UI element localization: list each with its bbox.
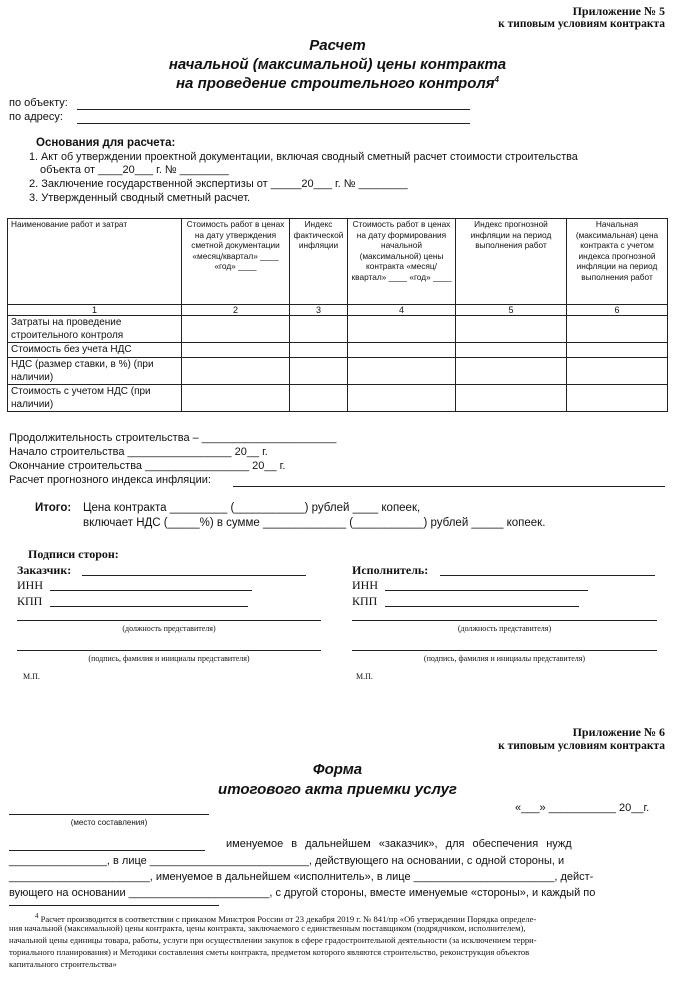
customer-position-line — [17, 620, 321, 621]
duration-line: Продолжительность строительства – ______________________ — [9, 432, 337, 444]
appendix5-header-2: к типовым условиям контракта — [498, 18, 665, 30]
contractor-position-line — [352, 620, 657, 621]
customer-inn-label: ИНН — [17, 578, 43, 592]
appendix6-header-2: к типовым условиям контракта — [498, 740, 665, 752]
appendix5-header-1: Приложение № 5 — [572, 4, 665, 18]
customer-line — [82, 575, 306, 576]
forecast-index-label: Расчет прогнозного индекса инфляции: — [9, 474, 211, 486]
customer-signature-line — [17, 650, 321, 651]
contractor-signature-line — [352, 650, 657, 651]
header-cell-2: Стоимость работ в ценах на дату утверждения сметной документации «месяц/квартал» ____ «год» ____ — [182, 219, 290, 305]
basis-3: 3. Утвержденный сводный сметный расчет. — [29, 192, 251, 204]
header-cell-1: Наименование работ и затрат — [8, 219, 182, 305]
customer-position-caption: (должность представителя) — [122, 624, 216, 633]
contractor-label: Исполнитель: — [352, 563, 429, 577]
object-line — [77, 109, 470, 110]
footnote-separator — [9, 905, 219, 906]
customer-stamp: М.П. — [23, 672, 40, 681]
column-number: 2 — [182, 305, 290, 316]
para-line-1-blank — [9, 850, 205, 851]
row-label: НДС (размер ставки, в %) (при наличии) — [8, 358, 182, 385]
address-label: по адресу: — [9, 111, 63, 123]
row-label: Стоимость с учетом НДС (при наличии) — [8, 385, 182, 412]
para-line-1: именуемое в дальнейшем «заказчик», для обеспечения нужд — [226, 838, 572, 850]
place-caption: (место составления) — [70, 818, 148, 827]
address-line — [77, 123, 470, 124]
appendix6-title-2: итогового акта приемки услуг — [218, 781, 457, 798]
signatures-heading: Подписи сторон: — [28, 547, 119, 561]
contractor-inn-line — [385, 590, 588, 591]
end-line: Окончание строительства _________________ 20__ г. — [9, 460, 286, 472]
column-number: 6 — [567, 305, 668, 316]
para-line-4: вующего на основании _______________________, с другой стороны, вместе именуемые «стороны», и каждый по — [9, 887, 596, 899]
row-label: Затраты на проведение строительного контроля — [8, 316, 182, 343]
table-row — [8, 385, 668, 412]
table-row — [8, 358, 668, 385]
date-field: «___» ___________ 20__г. — [515, 802, 650, 814]
column-number: 1 — [8, 305, 182, 316]
row-label: Стоимость без учета НДС — [8, 343, 182, 358]
total-line-1: Цена контракта _________ (___________) рублей ____ копеек, — [83, 502, 421, 514]
contractor-kpp-label: КПП — [352, 594, 378, 608]
footnote-line-3: начальной цены единицы товара, работы, услуги при осуществлении закупок в сфере градостроительной деятельности (за исключением терри- — [9, 935, 537, 945]
basis-1a: 1. Акт об утверждении проектной документации, включая сводный сметный расчет стоимости строительства — [29, 151, 578, 163]
contractor-inn-label: ИНН — [352, 578, 378, 592]
header-cell-6: Начальная (максимальная) цена контракта с учетом индекса прогнозной инфляции на период выполнения работ — [567, 219, 668, 305]
contractor-kpp-line — [385, 606, 579, 607]
header-cell-4: Стоимость работ в ценах на дату формирования начальной (максимальной) цены контракта «месяц/квартал» ____ «год» ____ — [348, 219, 456, 305]
contractor-signature-caption: (подпись, фамилия и инициалы представителя) — [423, 654, 586, 663]
column-number: 4 — [348, 305, 456, 316]
title-3-text: на проведение строительного контроля — [176, 75, 495, 92]
header-cell-3: Индекс фактической инфляции — [290, 219, 348, 305]
forecast-index-line — [233, 486, 665, 487]
basis-2: 2. Заключение государственной экспертизы от _____20___ г. № ________ — [29, 178, 408, 190]
contractor-position-caption: (должность представителя) — [457, 624, 552, 633]
appendix5-title-3 — [0, 75, 675, 92]
para-line-2: ________________, в лице __________________________, действующего на основании, с одной стороны, и — [9, 855, 565, 867]
contractor-stamp: М.П. — [356, 672, 373, 681]
para-line-3: _______________________, именуемое в дальнейшем «исполнитель», в лице _______________________, дейст- — [9, 871, 594, 883]
appendix6-header-1: Приложение № 6 — [572, 725, 665, 739]
table-row — [8, 316, 668, 343]
header-cell-5: Индекс прогнозной инфляции на период выполнения работ — [456, 219, 567, 305]
footnote-mark: 4 — [494, 75, 499, 84]
total-label: Итого: — [35, 502, 72, 514]
column-number: 3 — [290, 305, 348, 316]
table-row — [8, 343, 668, 358]
footnote-number: 4 — [35, 912, 39, 920]
place-line — [9, 814, 209, 815]
contractor-line — [440, 575, 655, 576]
customer-label: Заказчик: — [17, 563, 72, 577]
footnote-line-4: ториального планирования) и Методики составления сметы контракта, предметом которого являются строительство, реконструкция объектов — [9, 947, 530, 957]
appendix6-title-1: Форма — [312, 761, 363, 778]
customer-signature-caption: (подпись, фамилия и инициалы представителя) — [88, 654, 250, 663]
footnote-line-5: капитального строительства» — [9, 959, 117, 969]
start-line: Начало строительства _________________ 20__ г. — [9, 446, 268, 458]
customer-kpp-label: КПП — [17, 594, 43, 608]
calculation-table — [7, 218, 668, 412]
appendix5-title-1: Расчет — [309, 37, 366, 54]
basis-heading: Основания для расчета: — [36, 137, 176, 149]
basis-1b: объекта от ____20___ г. № ________ — [40, 164, 229, 176]
customer-inn-line — [50, 590, 252, 591]
footnote-line-2: ния начальной (максимальной) цены контракта, цены контракта, заключаемого с единственным поставщиком (подрядчиком, исполнителем), — [9, 923, 526, 933]
customer-kpp-line — [50, 606, 248, 607]
footnote-text: Расчет производится в соответствии с приказом Минстроя России от 23 декабря 2019 г. № 841/пр «Об утверждении Порядка определе- — [40, 913, 537, 924]
column-number: 5 — [456, 305, 567, 316]
appendix5-title-2: начальной (максимальной) цены контракта — [168, 56, 507, 73]
total-line-2: включает НДС (_____%) в сумме _____________ (___________) рублей _____ копеек. — [83, 517, 546, 529]
object-label: по объекту: — [9, 97, 68, 109]
